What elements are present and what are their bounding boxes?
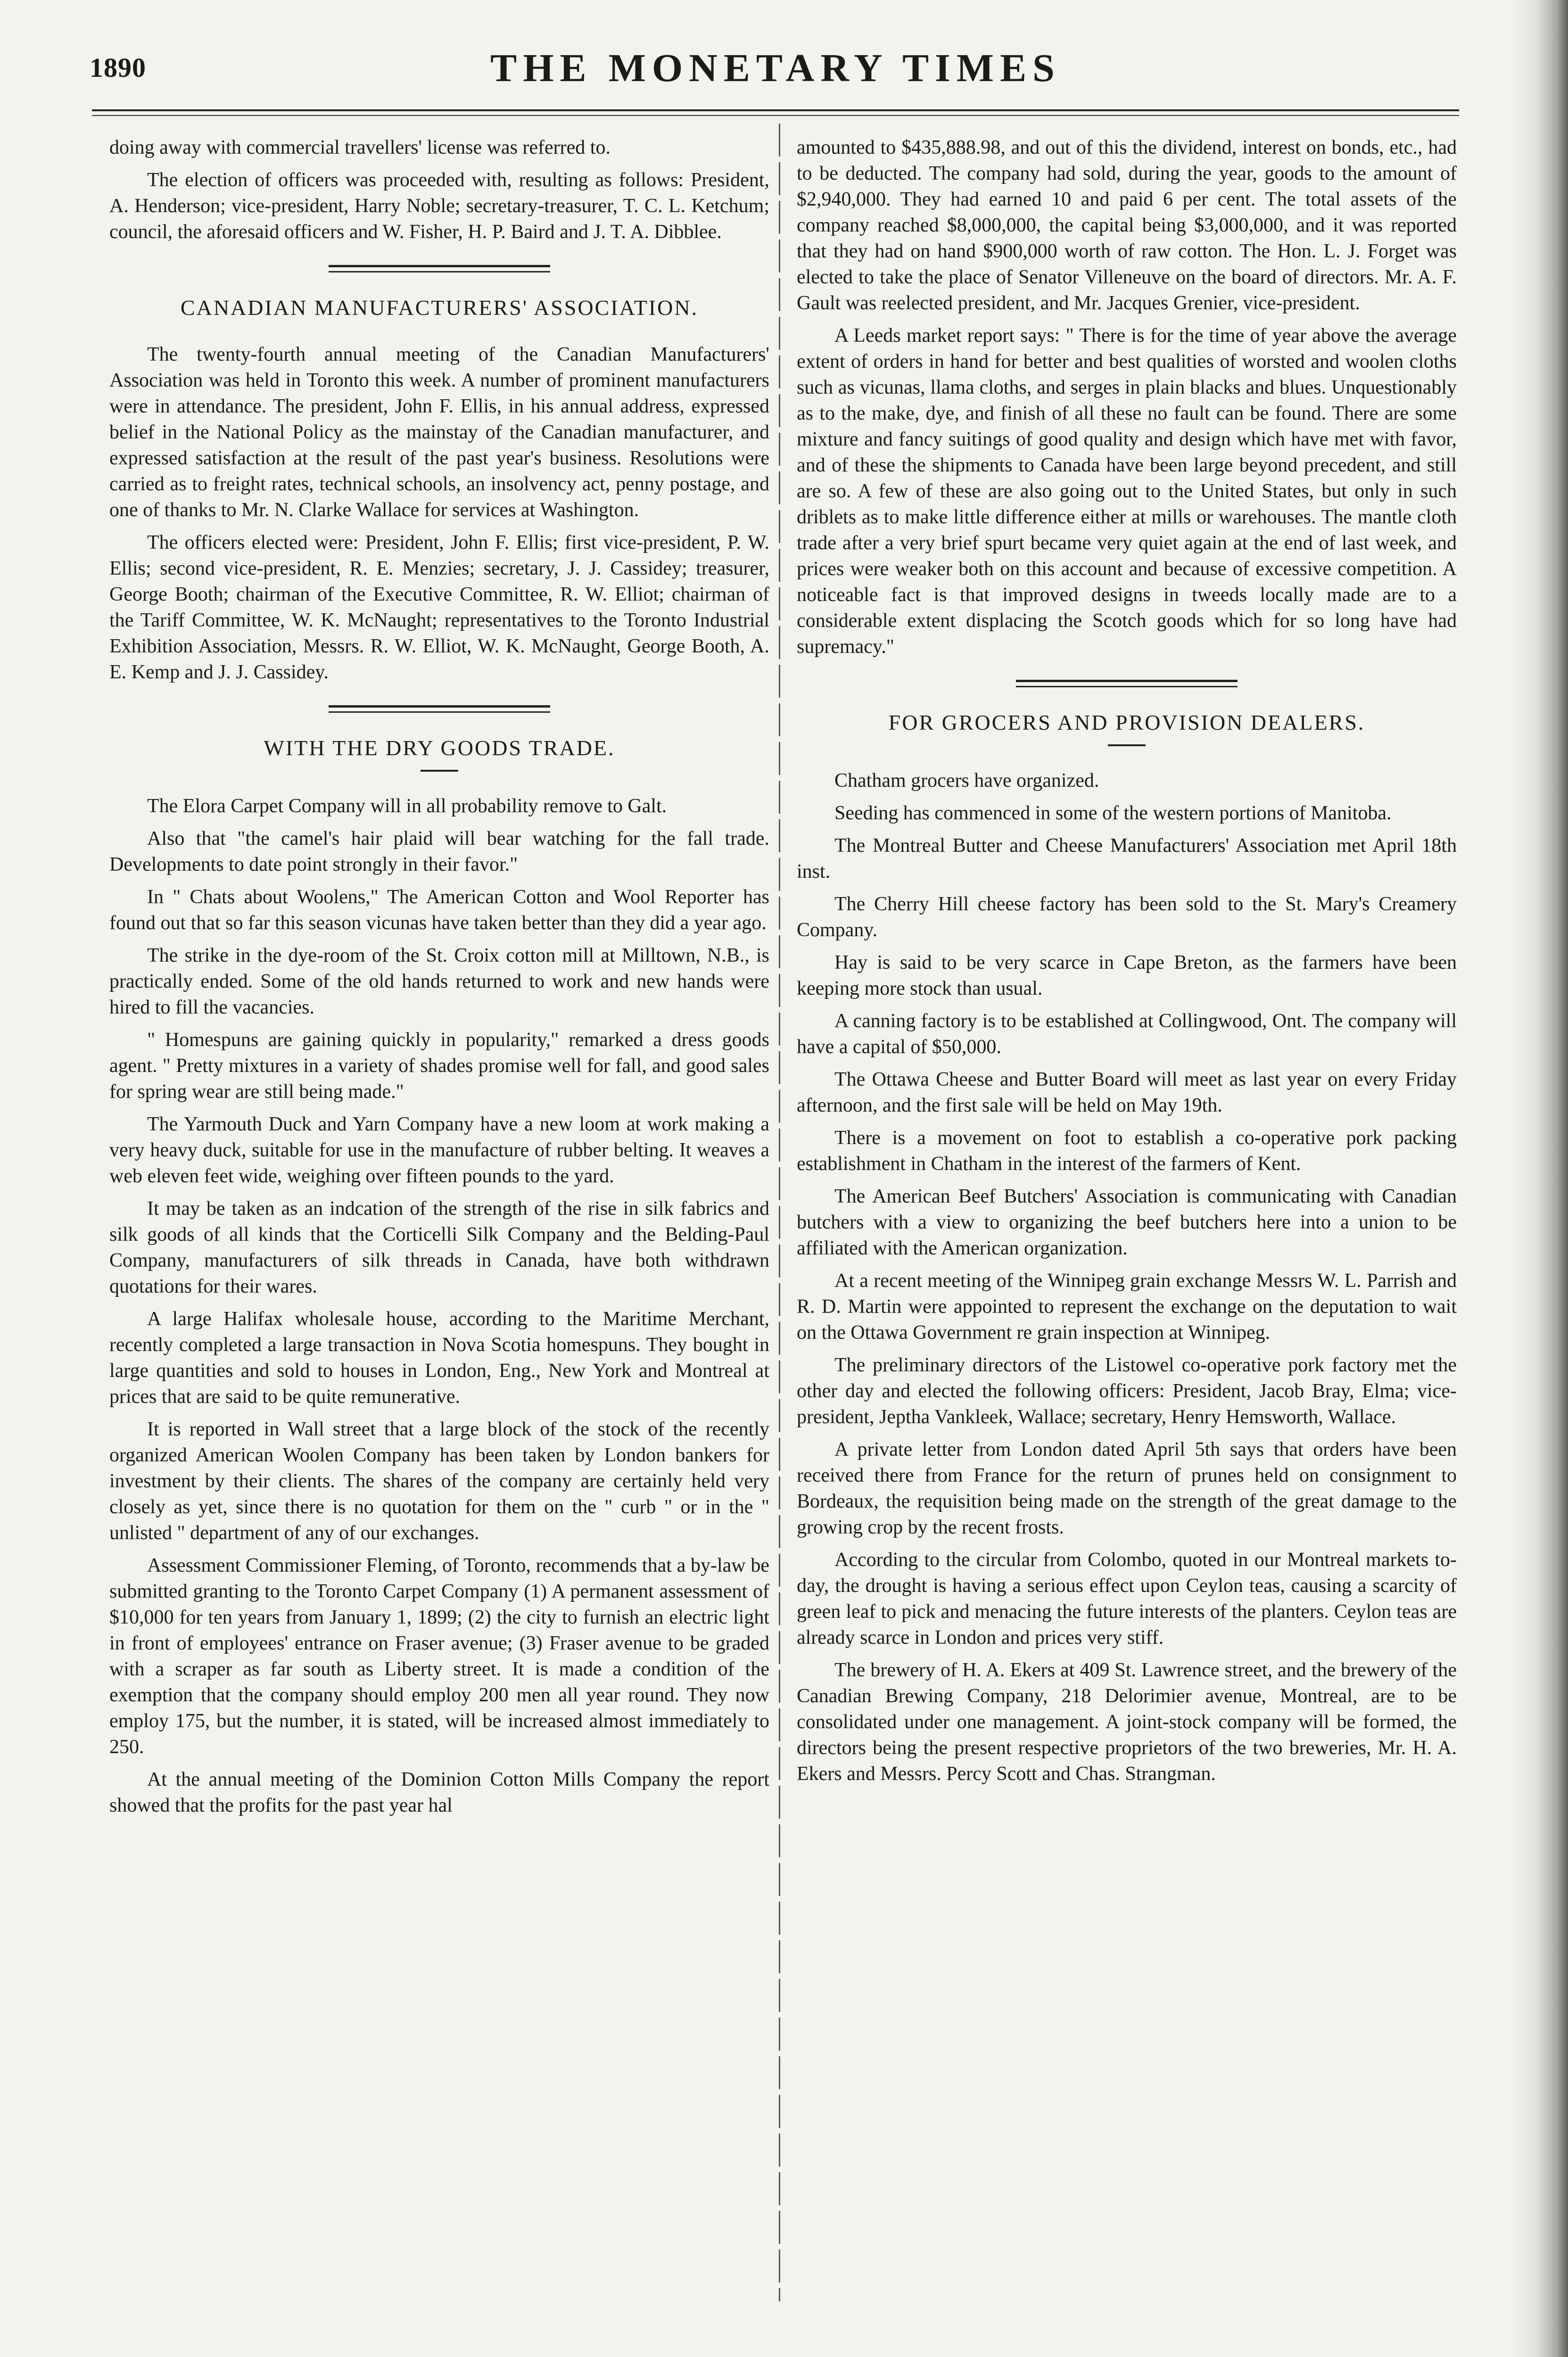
heading-rule <box>329 705 550 708</box>
article-paragraph: A large Halifax wholesale house, according to the Maritime Merchant, recently completed a large transaction in Nova Scotia homespuns. They bought in large quantities and sold to houses in London, Eng., New York and Montreal at prices that are said to be quite remunerative. <box>109 1308 769 1408</box>
article-paragraph: The Yarmouth Duck and Yarn Company have a new loom at work making a very heavy duck, suitable for use in the manufacture of rubber belting. It weaves a web eleven feet wide, weighing over fifteen pounds to the yard. <box>109 1113 769 1187</box>
article-paragraph: doing away with commercial travellers' license was referred to. <box>109 137 611 158</box>
article-paragraph: Hay is said to be very scarce in Cape Breton, as the farmers have been keeping more stock than usual. <box>797 952 1457 999</box>
article-paragraph: Also that "the camel's hair plaid will bear watching for the fall trade. Developments to date point strongly in their favor." <box>109 828 769 875</box>
article-paragraph: Chatham grocers have organized. <box>834 770 1099 791</box>
article-paragraph: " Homespuns are gaining quickly in popularity," remarked a dress goods agent. " Pretty mixtures in a variety of shades promise well for fall, and good sales for spring wear are still being made." <box>109 1029 769 1103</box>
article-paragraph: The American Beef Butchers' Association is communicating with Canadian butchers with a view to organizing the beef butchers here into a union to be affiliated with the American organization. <box>797 1186 1457 1259</box>
heading-text: FOR GROCERS AND PROVISION DEALERS. <box>888 710 1365 734</box>
page-edge-shadow <box>1511 0 1568 2357</box>
section-heading-cma <box>109 265 769 320</box>
article-paragraph: In " Chats about Woolens," The American Cotton and Wool Reporter has found out that so far this season vicunas have taken better than they did a year ago. <box>109 886 769 934</box>
article-paragraph: It may be taken as an indcation of the strength of the rise in silk fabrics and silk goods of all kinds that the Corticelli Silk Company and the Belding-Paul Company, manufacturers of silk threads in Canada, have both withdrawn quotations for their wares. <box>109 1198 769 1297</box>
article-paragraph: Assessment Commissioner Fleming, of Toronto, recommends that a by-law be submitted granting to the Toronto Carpet Company (1) A permanent assessment of $10,000 for ten years from January 1, 1899; (2) the city to furnish an electric light in front of employees' entrance on Fraser avenue; (3) Fraser avenue to be graded with a scraper as far south as Liberty street. It is made a condition of the exemption that the company should employ 200 men all year round. They now employ 175, but the number, it is stated, will be increased almost immediately to 250. <box>109 1555 769 1758</box>
article-paragraph: At the annual meeting of the Dominion Cotton Mills Company the report showed that the profits for the past year hal <box>109 1769 769 1816</box>
heading-text: WITH THE DRY GOODS TRADE. <box>264 736 615 760</box>
article-paragraph: It is reported in Wall street that a large block of the stock of the recently organized American Woolen Company has been taken by London bankers for investment by their clients. The shares of the company are certainly held very closely as yet, since there is no quotation for them on the " curb " or in the " unlisted " department of any of our exchanges. <box>109 1418 769 1544</box>
left-column <box>109 135 769 1825</box>
right-column <box>797 135 1457 1794</box>
article-paragraph: Seeding has commenced in some of the western portions of Manitoba. <box>834 802 1392 824</box>
article-paragraph: The twenty-fourth annual meeting of the Canadian Manufacturers' Association was held in Toronto this week. A number of prominent manufacturers were in attendance. The president, John F. Ellis, in his annual address, expressed belief in the National Policy as the mainstay of the Canadian manufacturer, and expressed satisfaction at the result of the past year's business. Resolutions were carried as to freight rates, technical schools, an insolvency act, penny postage, and one of thanks to Mr. N. Clarke Wallace for services at Washington. <box>109 344 769 521</box>
masthead-rule-thin <box>92 115 1459 116</box>
article-paragraph: The Montreal Butter and Cheese Manufacturers' Association met April 18th inst. <box>797 835 1457 882</box>
article-paragraph: The election of officers was proceeded with, resulting as follows: President, A. Henderson; vice-president, Harry Noble; secretary-treasurer, T. C. L. Ketchum; council, the aforesaid officers and W. Fisher, H. P. Baird and J. T. A. Dibblee. <box>109 169 769 243</box>
article-paragraph: The Ottawa Cheese and Butter Board will meet as last year on every Friday afternoon, and the first sale will be held on May 19th. <box>797 1069 1457 1116</box>
heading-short-rule <box>421 770 458 772</box>
heading-rule <box>329 265 550 267</box>
column-divider <box>779 124 780 2301</box>
article-paragraph: There is a movement on foot to establish a co-operative pork packing establishment in Chatham in the interest of the farmers of Kent. <box>797 1127 1457 1175</box>
heading-rule <box>329 711 550 713</box>
article-paragraph: The strike in the dye-room of the St. Croix cotton mill at Milltown, N.B., is practically ended. Some of the old hands returned to work and new hands were hired to fill the vacancies. <box>109 945 769 1018</box>
heading-short-rule <box>1108 744 1146 746</box>
heading-rule <box>329 271 550 272</box>
article-paragraph: The preliminary directors of the Listowel co-operative pork factory met the other day and elected the following officers: President, Jacob Bray, Elma; vice-president, Jeptha Vankleek, Wallace; secretary, Henry Hemsworth, Wallace. <box>797 1354 1457 1428</box>
article-paragraph: A private letter from London dated April 5th says that orders have been received there from France for the return of prunes held on consignment to Bordeaux, the requisition being made on the strength of the great damage to the growing crop by the recent frosts. <box>797 1439 1457 1538</box>
masthead-rule <box>92 109 1459 111</box>
article-paragraph: The Elora Carpet Company will in all probability remove to Galt. <box>147 795 667 817</box>
heading-rule <box>1016 686 1238 687</box>
article-paragraph: A canning factory is to be established at Collingwood, Ont. The company will have a capital of $50,000. <box>797 1010 1457 1058</box>
article-paragraph: The brewery of H. A. Ekers at 409 St. Lawrence street, and the brewery of the Canadian Brewing Company, 218 Delorimier avenue, Montreal, are to be consolidated under one management. A joint-stock company will be formed, the directors being the present respective proprietors of the two breweries, Mr. H. A. Ekers and Messrs. Percy Scott and Chas. Strangman. <box>797 1659 1457 1785</box>
article-paragraph: According to the circular from Colombo, quoted in our Montreal markets to-day, the drought is having a serious effect upon Ceylon teas, causing a scarcity of green leaf to pick and menacing the future interests of the planters. Ceylon teas are already scarce in London and prices very stiff. <box>797 1549 1457 1648</box>
article-paragraph: At a recent meeting of the Winnipeg grain exchange Messrs W. L. Parrish and R. D. Martin were appointed to represent the exchange on the deputation to wait on the Ottawa Government re grain inspection at Winnipeg. <box>797 1270 1457 1343</box>
masthead <box>90 41 1461 112</box>
article-paragraph: The officers elected were: President, John F. Ellis; first vice-president, P. W. Ellis; second vice-president, R. E. Menzies; secretary, J. J. Cassidey; treasurer, George Booth; chairman of the Executive Committee, R. W. Elliot; chairman of the Tariff Committee, W. K. McNaught; representatives to the Toronto Industrial Exhibition Association, Messrs. R. W. Elliot, W. K. McNaught, George Booth, A. E. Kemp and J. J. Cassidey. <box>109 532 769 683</box>
section-heading-grocers <box>797 680 1457 746</box>
heading-rule <box>1016 680 1238 682</box>
page-number: 1890 <box>90 52 146 83</box>
article-paragraph: The Cherry Hill cheese factory has been sold to the St. Mary's Creamery Company. <box>797 893 1457 941</box>
article-paragraph: amounted to $435,888.98, and out of this the dividend, interest on bonds, etc., had to be deducted. The company had sold, during the year, goods to the amount of $2,940,000. They had earned 10 and paid 6 per cent. The total assets of the company reached $8,000,000, the capital being $3,000,000, and it was reported that they had on hand $900,000 worth of raw cotton. The Hon. L. J. Forget was elected to take the place of Senator Villeneuve on the board of directors. Mr. A. F. Gault was reelected president, and Mr. Jacques Grenier, vice-president. <box>797 137 1457 314</box>
article-paragraph: A Leeds market report says: " There is for the time of year above the average extent of orders in hand for better and best qualities of worsted and woolen cloths such as vicunas, llama cloths, and serges in plain blacks and blues. Unquestionably as to the make, dye, and finish of all these no fault can be found. There are some mixture and fancy suitings of good quality and design which have met with favor, and of these the shipments to Canada have been large beyond precedent, and still are so. A few of these are also going out to the United States, but only in such driblets as to make little difference either at mills or warehouses. The mantle cloth trade after a very brief spurt became very quiet again at the end of last week, and prices were weaker both on this account and because of excessive competition. A noticeable fact is that improved designs in tweeds locally made are to a considerable extent displacing the Scotch goods which for so long have had supremacy." <box>797 325 1457 658</box>
section-heading-dry-goods <box>109 705 769 772</box>
journal-title: THE MONETARY TIMES <box>490 46 1061 90</box>
heading-text: CANADIAN MANUFACTURERS' ASSOCIATION. <box>180 296 699 320</box>
